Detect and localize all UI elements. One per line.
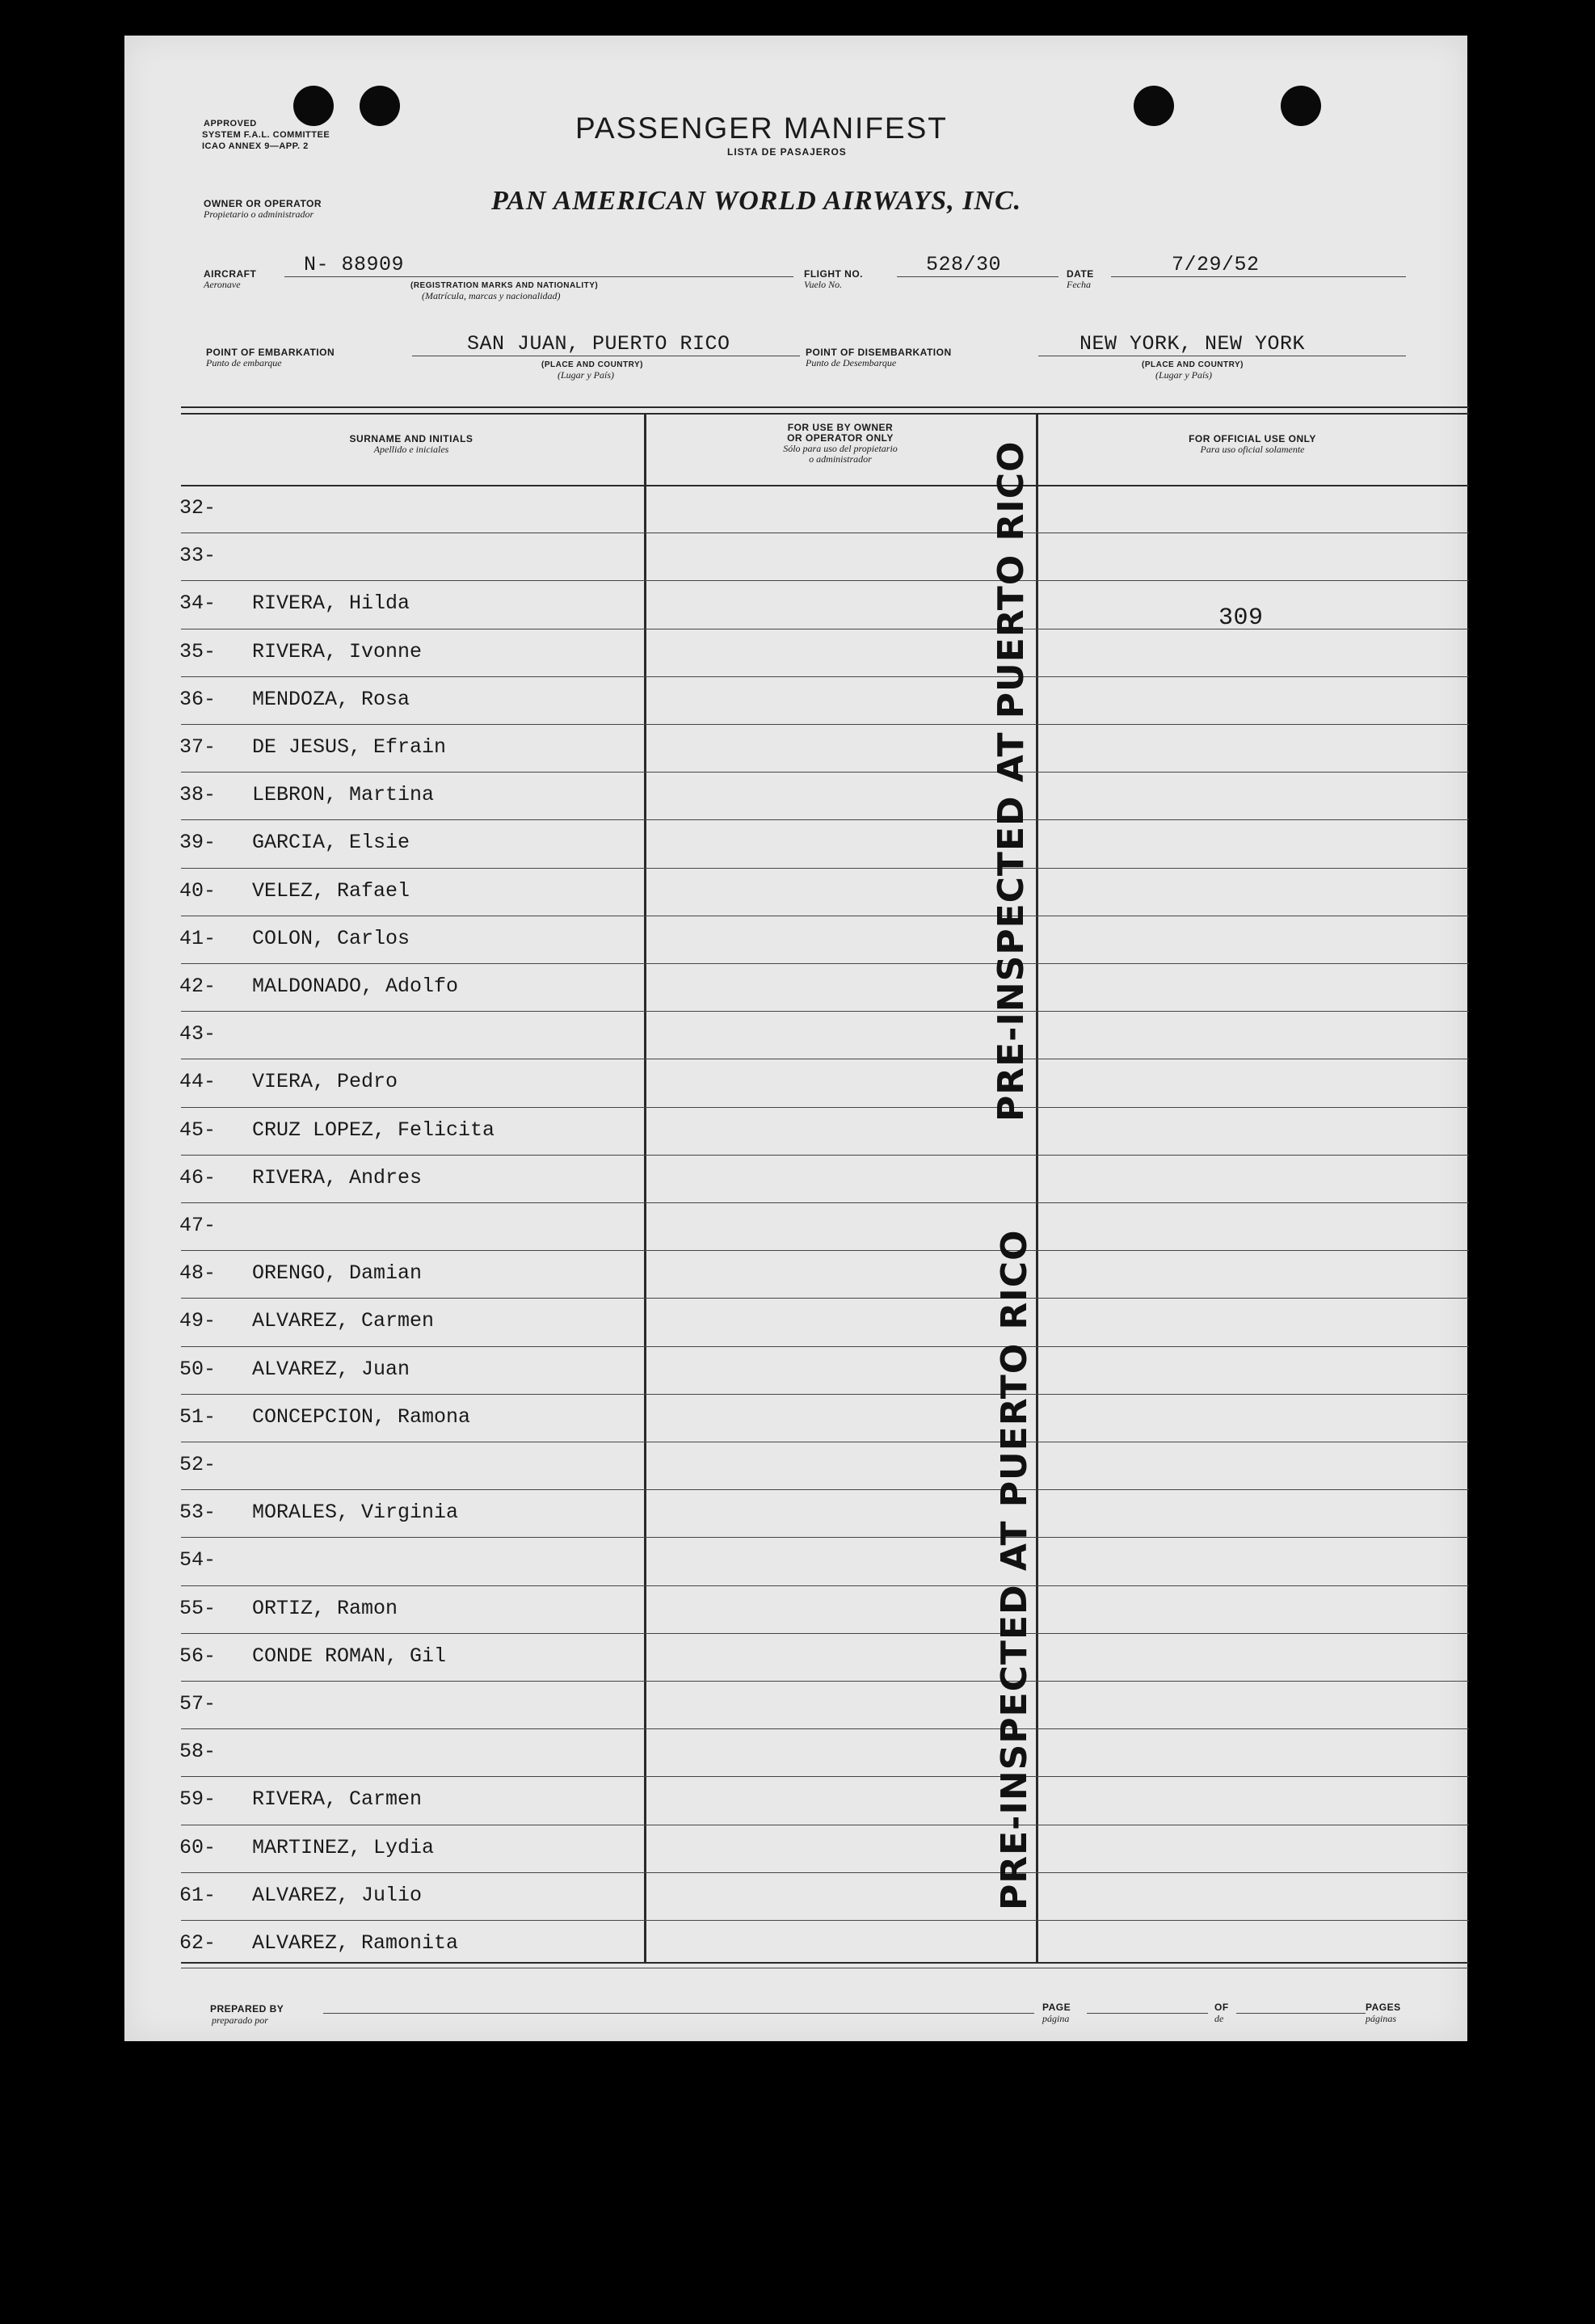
passenger-name: RIVERA, Ivonne — [252, 639, 423, 663]
passenger-name: ALVAREZ, Ramonita — [252, 1931, 459, 1955]
column-header-official-use: FOR OFFICIAL USE ONLY Para uso oficial solamente — [1189, 433, 1316, 455]
prepared-label-es: preparado por — [212, 2015, 268, 2026]
date-line — [1111, 276, 1406, 277]
table-row — [179, 485, 1472, 532]
approved-line: SYSTEM F.A.L. COMMITTEE — [202, 130, 330, 140]
row-number: 51- — [179, 1404, 217, 1429]
row-number: 47- — [179, 1214, 217, 1237]
table-row — [179, 772, 1472, 819]
flight-value: 528/30 — [926, 253, 1002, 276]
row-number: 52- — [179, 1453, 217, 1476]
table-row — [179, 1059, 1472, 1105]
table-row — [179, 1776, 1472, 1823]
row-number: 53- — [179, 1501, 217, 1525]
table-top-rule — [181, 413, 1469, 415]
disembarkation-note: (PLACE AND COUNTRY) — [1142, 360, 1244, 369]
table-row — [179, 1633, 1472, 1680]
column-header-owner-use: FOR USE BY OWNER OR OPERATOR ONLY Sólo para uso del propietario o administrador — [783, 422, 898, 465]
row-number: 35- — [179, 639, 217, 663]
embarkation-label-es: Punto de embarque — [206, 357, 282, 368]
row-number: 54- — [179, 1548, 217, 1572]
passenger-name: CONCEPCION, Ramona — [252, 1404, 471, 1429]
page-label-es: página — [1042, 2013, 1070, 2024]
row-number: 40- — [179, 878, 217, 903]
table-top-rule — [181, 406, 1469, 408]
row-number: 49- — [179, 1309, 217, 1333]
disembarkation-label: POINT OF DISEMBARKATION — [806, 347, 952, 358]
passenger-name: MENDOZA, Rosa — [252, 687, 410, 711]
row-number: 60- — [179, 1835, 217, 1859]
table-row — [179, 1250, 1472, 1297]
approved-line: APPROVED — [204, 119, 257, 128]
flight-line — [897, 276, 1058, 277]
aircraft-label-es: Aeronave — [204, 279, 241, 290]
footer-rule — [181, 1962, 1469, 1964]
aircraft-note-es: (Matrícula, marcas y nacionalidad) — [422, 290, 561, 301]
row-number: 56- — [179, 1644, 217, 1668]
date-label: DATE — [1067, 268, 1094, 280]
row-number: 32- — [179, 496, 217, 520]
passenger-name: VELEZ, Rafael — [252, 878, 410, 903]
row-number: 55- — [179, 1596, 217, 1620]
disembarkation-note-es: (Lugar y País) — [1155, 369, 1212, 381]
table-row — [179, 1537, 1472, 1584]
page-line — [1087, 2013, 1208, 2014]
punch-hole — [1134, 86, 1174, 126]
passenger-name: DE JESUS, Efrain — [252, 735, 447, 759]
row-number: 48- — [179, 1261, 217, 1286]
passenger-name: MARTINEZ, Lydia — [252, 1835, 435, 1859]
aircraft-note: (REGISTRATION MARKS AND NATIONALITY) — [410, 281, 599, 290]
aircraft-line — [284, 276, 793, 277]
row-number: 44- — [179, 1070, 217, 1094]
row-number: 43- — [179, 1022, 217, 1046]
owner-label-es: Propietario o administrador — [204, 208, 314, 220]
row-number: 41- — [179, 926, 217, 950]
prepared-label: PREPARED BY — [210, 2003, 284, 2015]
passenger-name: RIVERA, Andres — [252, 1165, 423, 1189]
table-row — [179, 1394, 1472, 1441]
embarkation-note: (PLACE AND COUNTRY) — [541, 360, 643, 369]
passenger-name: ORENGO, Damian — [252, 1261, 423, 1286]
row-number: 37- — [179, 735, 217, 759]
aircraft-value: N- 88909 — [304, 253, 405, 276]
pages-label-es: páginas — [1366, 2013, 1397, 2024]
date-value: 7/29/52 — [1172, 253, 1260, 276]
table-row — [179, 1681, 1472, 1728]
of-line — [1236, 2013, 1366, 2014]
punch-hole — [360, 86, 400, 126]
pages-label: PAGES — [1366, 2002, 1401, 2013]
passenger-name: RIVERA, Hilda — [252, 592, 410, 616]
table-row — [179, 1585, 1472, 1632]
table-row — [179, 1489, 1472, 1536]
row-number: 42- — [179, 975, 217, 998]
row-number: 34- — [179, 592, 217, 616]
table-row — [179, 819, 1472, 866]
table-row — [179, 1728, 1472, 1775]
table-row — [179, 1872, 1472, 1919]
row-number: 36- — [179, 687, 217, 711]
passenger-name: GARCIA, Elsie — [252, 831, 410, 855]
passenger-name: RIVERA, Carmen — [252, 1787, 423, 1812]
passenger-name: ALVAREZ, Juan — [252, 1357, 410, 1381]
pre-inspected-stamp: PRE-INSPECTED AT PUERTO RICO — [994, 1229, 1035, 1910]
table-row — [179, 580, 1472, 627]
row-number: 62- — [179, 1931, 217, 1955]
table-row — [179, 1442, 1472, 1488]
passenger-name: ALVAREZ, Julio — [252, 1883, 423, 1907]
table-row — [179, 1155, 1472, 1202]
punch-hole — [293, 86, 334, 126]
disembarkation-label-es: Punto de Desembarque — [806, 357, 897, 368]
pre-inspected-stamp: PRE-INSPECTED AT PUERTO RICO — [991, 440, 1032, 1122]
table-row — [179, 1107, 1472, 1154]
row-number: 45- — [179, 1118, 217, 1142]
table-row — [179, 629, 1472, 676]
passenger-name: CONDE ROMAN, Gil — [252, 1644, 447, 1668]
page-title: PASSENGER MANIFEST — [575, 112, 948, 145]
column-header-surname: SURNAME AND INITIALS Apellido e iniciales — [349, 433, 473, 455]
table-row — [179, 676, 1472, 723]
table-row — [179, 916, 1472, 962]
passenger-name: MORALES, Virginia — [252, 1501, 459, 1525]
passenger-name: LEBRON, Martina — [252, 783, 435, 807]
owner-value: PAN AMERICAN WORLD AIRWAYS, INC. — [491, 186, 1022, 216]
table-row — [179, 868, 1472, 915]
table-row — [179, 1825, 1472, 1871]
embarkation-value: SAN JUAN, PUERTO RICO — [467, 332, 730, 356]
passenger-name: ALVAREZ, Carmen — [252, 1309, 435, 1333]
table-row — [179, 1202, 1472, 1249]
punch-hole — [1281, 86, 1321, 126]
row-number: 39- — [179, 831, 217, 855]
page-label: PAGE — [1042, 2002, 1071, 2013]
aircraft-label: AIRCRAFT — [204, 268, 257, 280]
passenger-name: COLON, Carlos — [252, 926, 410, 950]
owner-label: OWNER OR OPERATOR — [204, 198, 322, 209]
row-number: 59- — [179, 1787, 217, 1812]
row-number: 61- — [179, 1883, 217, 1907]
page-subtitle: LISTA DE PASAJEROS — [727, 146, 847, 158]
table-row — [179, 1920, 1472, 1967]
passenger-name: MALDONADO, Adolfo — [252, 975, 459, 998]
disembarkation-value: NEW YORK, NEW YORK — [1079, 332, 1306, 356]
flight-label-es: Vuelo No. — [804, 279, 843, 290]
table-row — [179, 724, 1472, 771]
row-number: 50- — [179, 1357, 217, 1381]
row-number: 33- — [179, 544, 217, 568]
flight-label: FLIGHT NO. — [804, 268, 863, 280]
row-number: 58- — [179, 1740, 217, 1764]
prepared-line — [323, 2013, 1034, 2014]
table-row — [179, 1298, 1472, 1345]
passenger-name: CRUZ LOPEZ, Felicita — [252, 1118, 495, 1142]
approved-line: ICAO ANNEX 9—APP. 2 — [202, 141, 309, 151]
of-label: OF — [1214, 2002, 1229, 2013]
of-label-es: de — [1214, 2013, 1224, 2024]
date-label-es: Fecha — [1067, 279, 1091, 290]
passenger-name: VIERA, Pedro — [252, 1070, 398, 1094]
passenger-name: ORTIZ, Ramon — [252, 1596, 398, 1620]
table-row — [179, 1346, 1472, 1393]
row-number: 46- — [179, 1165, 217, 1189]
official-note: 309 — [1218, 604, 1264, 632]
row-number: 57- — [179, 1692, 217, 1716]
row-number: 38- — [179, 783, 217, 807]
embarkation-label: POINT OF EMBARKATION — [206, 347, 335, 358]
table-row — [179, 533, 1472, 579]
table-row — [179, 963, 1472, 1010]
embarkation-note-es: (Lugar y País) — [558, 369, 614, 381]
table-row — [179, 1011, 1472, 1058]
